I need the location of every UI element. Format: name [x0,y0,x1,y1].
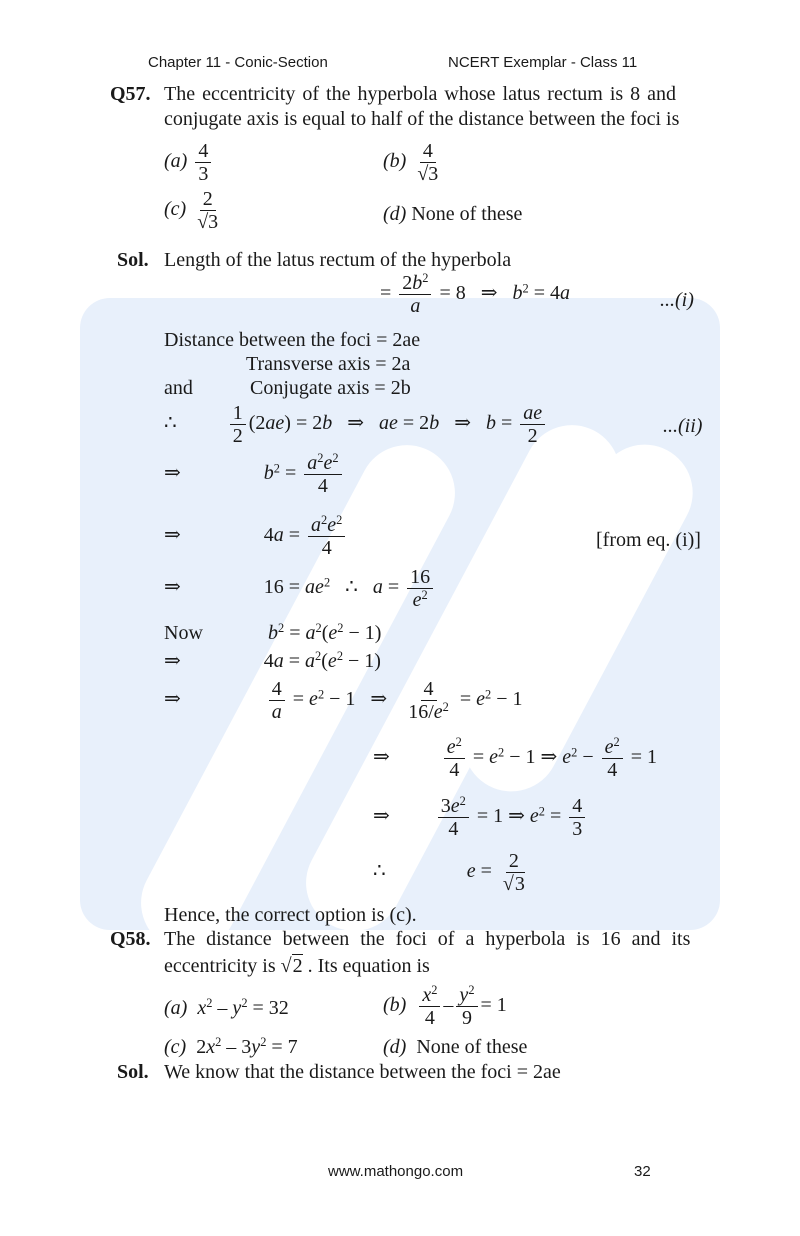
option-label: (c) [164,198,187,221]
solution-label: Sol. [117,1061,149,1083]
equation-reference: [from eq. (i)] [596,529,701,551]
option-label: (d) [383,203,407,225]
equation-line: ∴ $\frac{1}{2}$ (2ae) = 2b ⇒ ae = 2b ⇒ b = $\frac{ae}{2}$ [164,402,548,447]
question-text: The distance between the foci of a hyperbola is 16 and its [164,928,691,950]
equation-latus-rectum: = $\frac{2b^2}{a}$ = 8 ⇒ $b^2 = 4a$ [380,271,571,317]
footer-website: www.mathongo.com [328,1163,464,1180]
option-d: (d) None of these [383,203,523,225]
question-text: The eccentricity of the hyperbola whose latus rectum is 8 and [164,83,677,105]
fraction: $\frac{4}{√3}$ [417,140,439,185]
option-d: (d) None of these [383,1036,528,1058]
question-number: Q57. [110,83,151,105]
solution-text: Now [164,622,203,644]
equation-line: ⇒ $b^2$ = $\frac{a^2e^2}{4}$ [164,452,345,497]
solution-text: Distance between the foci = 2ae [164,329,421,351]
equation-line: ⇒ $\frac{3e^2}{4}$ = 1 ⇒ $e^2$ = $\frac{4}{3}$ [373,795,588,840]
equation-line: ∴ e = $\frac{2}{√3}$ [373,850,525,895]
option-label: (a) [164,150,188,173]
equation-line: $b^2 = a^2(e^2 - 1)$ [268,621,382,644]
question-text: conjugate axis is equal to half of the distance between the foci is [164,108,680,130]
equation-line: ⇒ 4a = $\frac{a^2e^2}{4}$ [164,514,348,559]
header-book: NCERT Exemplar - Class 11 [448,54,638,71]
option-c: (c) $2x^2 - 3y^2 = 7$ [164,1035,298,1058]
option-a: (a) $x^2 - y^2 = 32$ [164,996,289,1019]
solution-conclusion: Hence, the correct option is (c). [164,904,417,926]
equation-line: ⇒ $\frac{4}{a}$ = $e^2 - 1$ ⇒ $\frac{4}{16/e^2}$ = $e^2 - 1$ [164,678,523,723]
equation-line: ⇒ $16 = ae^2$ ∴ a = $\frac{16}{e^2}$ [164,566,436,611]
solution-text: Conjugate axis = 2b [250,377,411,399]
option-b [383,140,444,185]
fraction: $\frac{4}{3}$ [195,140,211,185]
equation-line: ⇒ $4a = a^2(e^2 - 1)$ [164,649,381,672]
option-c [164,188,224,233]
solution-text: We know that the distance between the foci = 2ae [164,1061,561,1083]
question-number: Q58. [110,928,151,950]
equation-line: ⇒ $\frac{e^2}{4}$ = $e^2 - 1$ ⇒ $e^2$ − $\frac{e^2}{4}$ = 1 [373,735,658,781]
equation-tag: ...(i) [660,289,694,311]
solution-label: Sol. [117,249,149,271]
option-b: (b) $\frac{x^2}{4}$ – $\frac{y^2}{9}$ = 1 [383,983,507,1029]
option-a [164,140,214,185]
solution-text: Length of the latus rectum of the hyperbola [164,249,512,271]
equation-tag: ...(ii) [663,415,703,437]
option-label: (b) [383,150,407,173]
page-number: 32 [634,1163,651,1180]
solution-text: and [164,377,193,399]
fraction: $\frac{2}{√3}$ [197,188,219,233]
header-chapter: Chapter 11 - Conic-Section [148,54,328,71]
question-text: eccentricity is √2 . Its equation is [164,955,430,977]
solution-text: Transverse axis = 2a [246,353,411,375]
